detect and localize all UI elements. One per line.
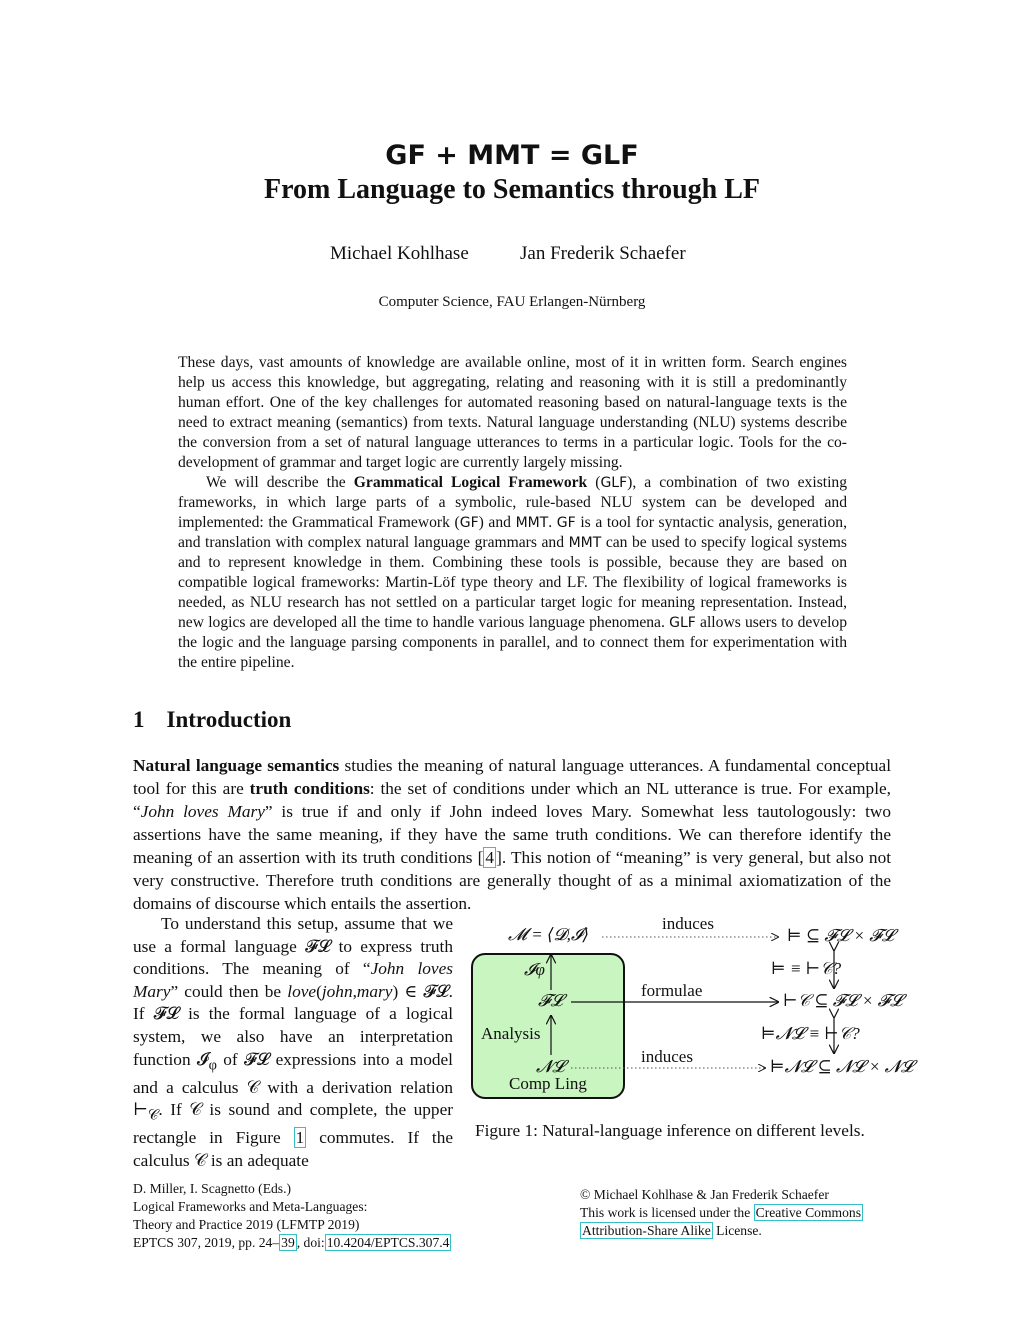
license-link-part-2[interactable]: Attribution-Share Alike: [582, 1223, 711, 1238]
figure-induces-bottom: induces: [641, 1047, 693, 1066]
figure-formulae: formulae: [641, 981, 703, 1000]
title-line-2: From Language to Semantics through LF: [264, 174, 760, 205]
affiliation: Computer Science, FAU Erlangen-Nürnberg: [378, 294, 646, 310]
doi-link[interactable]: 10.4204/EPTCS.307.4: [326, 1235, 450, 1250]
footer-right: © Michael Kohlhase & Jan Frederik Schaefer This work is licensed under the Creative Commons Attribution-Share Alike License.: [580, 1187, 862, 1238]
figure-fl: 𝓕𝓛: [538, 991, 563, 1010]
figure-relation-2: ⊨ ≡ ⊢𝒞?: [771, 959, 842, 978]
abstract-paragraph-1: These days, vast amounts of knowledge are available online, most of it in written form. Search engines help us access this knowledge, but aggregating, relating and reasoning with it is still a predominantly human effort. One of the key challenges for automated reasoning based on natural-language texts is the need to extract meaning (semantics) from texts. Natural language understanding (NLU) systems describe the conversion from a set of natural language utterances to terms in a particular logic. Tools for the co-development of grammar and target logic are currently largely missing.: [178, 354, 847, 471]
footer-left: D. Miller, I. Scagnetto (Eds.) Logical Frameworks and Meta-Languages: Theory and Practice 2019 (LFMTP 2019) EPTCS 307, 2019, pp. 24– 39 , doi: 10.4204/EPTCS.307.4: [133, 1181, 450, 1250]
title-line-1: GF + MMT = GLF: [385, 140, 639, 171]
section-heading: 1 Introduction: [133, 707, 292, 732]
citation-link[interactable]: 4: [485, 848, 495, 867]
figure-interp: 𝓘φ: [524, 960, 545, 979]
author-2: Jan Frederik Schaefer: [520, 243, 686, 264]
figure-relation-1: ⊨ ⊆ 𝓕𝓛 × 𝓕𝓛: [787, 926, 895, 945]
intro-paragraph: Natural language semantics studies the meaning of natural language utterances. A fundamental conceptual tool for this are truth conditions: the set of conditions under which an NL utterance is true. For example, “John loves Mary” is true if and only if John indeed loves Mary. Somewhat less tautologously: two assertions have the same meaning, if they have the same truth conditions. We can therefore identify the meaning of an assertion with its truth conditions [ 4 ]. This notion of “meaning” is very general, but also not very constructive. Therefore truth conditions are generally thought of as a minimal axiomatization of the domains of discourse which entails the assertion.: [133, 756, 892, 913]
last-page-link[interactable]: 39: [281, 1235, 295, 1250]
figure-comp-ling: Comp Ling: [509, 1074, 587, 1093]
figure-relation-4: ⊨𝓝𝓛 ≡ ⊢𝒞?: [761, 1024, 860, 1043]
figure-relation-3: ⊢𝒞 ⊆ 𝓕𝓛 × 𝓕𝓛: [783, 991, 903, 1010]
abstract-paragraph-2: We will describe the Grammatical Logical Framework (GLF), a combination of two existing frameworks, in which large parts of a symbolic, rule-based NLU system can be developed and implemented: the Grammatical Framework (GF) and MMT. GF is a tool for syntactic analysis, generation, and translation with complex natural language grammars and MMT can be used to specify logical systems and to represent knowledge in them. Combining these tools is possible, because they are based on compatible logical frameworks: Martin-Löf type theory and LF. The flexibility of logical frameworks is needed, as NLU research has not settled on a particular target logic for meaning representation. Instead, new logics are developed all the time to handle various language phenomena. GLF allows users to develop the logic and the language parsing components in parallel, and to connect them for experimentation with the entire pipeline.: [178, 474, 848, 671]
figure-relation-5: ⊨𝓝𝓛 ⊆ 𝓝𝓛 × 𝓝𝓛: [770, 1057, 914, 1076]
author-1: Michael Kohlhase: [330, 243, 469, 264]
column-paragraph: To understand this setup, assume that we use a formal language 𝓕𝓛 to express truth conditions. The meaning of “John loves Mary” could then be love(john,mary) ∈ 𝓕𝓛. If 𝓕𝓛 is the formal language of a logical system, we also have an interpretation function 𝓘$_\varphi$ of 𝓕𝓛 expressions into a model and a calculus 𝒞 with a derivation relation $⊢_𝒞$. If 𝒞 is sound and complete, the upper rectangle in Figure 1 commutes. If the calculus 𝒞 is an adequate: [133, 914, 454, 1170]
figure-model: 𝓜 = ⟨𝓓,𝓘⟩: [508, 925, 590, 944]
figure-induces-top: induces: [662, 914, 714, 933]
figure-nl: 𝓝𝓛: [536, 1057, 565, 1076]
figure-ref-link[interactable]: 1: [295, 1128, 305, 1148]
figure-analysis: Analysis: [481, 1024, 541, 1043]
figure-caption: Figure 1: Natural-language inference on different levels.: [475, 1121, 865, 1140]
license-link-part-1[interactable]: Creative Commons: [755, 1205, 862, 1220]
